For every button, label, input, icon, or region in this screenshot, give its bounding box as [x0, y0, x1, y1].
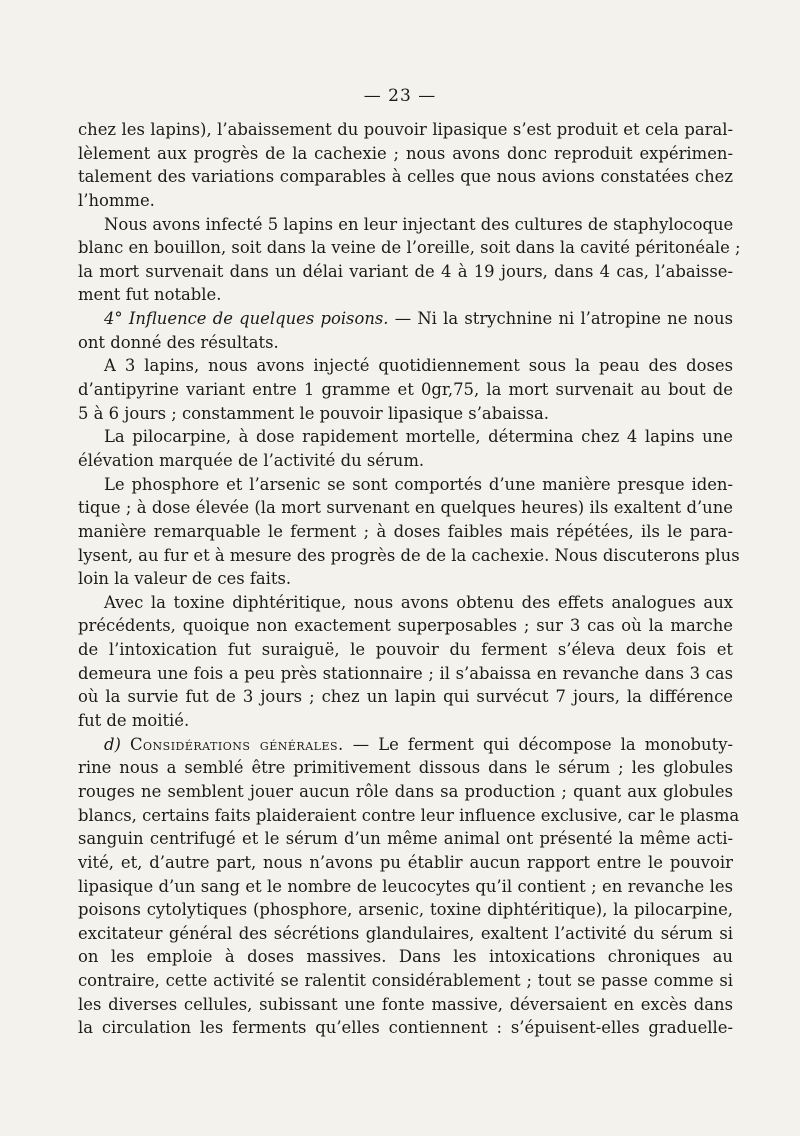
text-line: la mort survenait dans un délai variant de 4 à 19 jours, dans 4 cas, l’abaisse-: [78, 261, 733, 281]
paragraph: [78, 473, 740, 591]
section-heading-line: [78, 733, 733, 757]
text-line: rine nous a semblé être primitivement dissous dans le sérum ; les globules: [78, 758, 733, 778]
text-line: contraire, cette activité se ralentit considérablement ; tout se passe comme si: [78, 971, 733, 991]
text-line: manière remarquable le ferment ; à doses faibles mais répétées, ils le para-: [78, 521, 733, 541]
page-number: — 23 —: [363, 86, 437, 106]
text-line: d’antipyrine variant entre 1 gramme et 0gr,75, la mort survenait au bout de: [78, 380, 733, 400]
section-title: Influence de quelques poisons.: [128, 309, 389, 329]
text-run: — Le ferment qui décompose la monobuty-: [352, 734, 733, 754]
section-number: d): [104, 734, 121, 754]
text-line: lysent, au fur et à mesure des progrès de de la cachexie. Nous discuterons plus: [78, 545, 740, 565]
text-line: vité, et, d’autre part, nous n’avons pu établir aucun rapport entre le pouvoir: [78, 852, 733, 872]
text-line: lipasique d’un sang et le nombre de leucocytes qu’il contient ; en revanche les: [78, 876, 733, 896]
text-line: La pilocarpine, à dose rapidement mortelle, détermina chez 4 lapins une: [104, 427, 733, 447]
text-line: demeura une fois a peu près stationnaire ; il s’abaissa en revanche dans 3 cas: [78, 663, 733, 683]
text-line: loin la valeur de ces faits.: [78, 569, 292, 589]
text-line: l’homme.: [78, 190, 155, 210]
text-line: excitateur général des sécrétions glandulaires, exaltent l’activité du sérum si: [78, 923, 733, 943]
text-line: on les emploie à doses massives. Dans les intoxications chroniques au: [78, 947, 733, 967]
text-line: ont donné des résultats.: [78, 332, 279, 352]
text-line: blancs, certains faits plaideraient contre leur influence exclusive, car le plasma: [78, 805, 740, 825]
text-line: lèlement aux progrès de la cachexie ; nous avons donc reproduit expérimen-: [78, 143, 733, 163]
body-text: [78, 118, 741, 1040]
text-line: fut de moitié.: [78, 711, 190, 731]
text-line: la circulation les ferments qu’elles contiennent : s’épuisent-elles graduelle-: [78, 1018, 733, 1038]
text-line: talement des variations comparables à celles que nous avions constatées chez: [78, 167, 733, 187]
section-heading-line: [78, 307, 733, 331]
text-line: ment fut notable.: [78, 285, 222, 305]
text-line: poisons cytolytiques (phosphore, arsenic, toxine diphtéritique), la pilocarpine,: [78, 900, 733, 920]
text-line: tique ; à dose élevée (la mort survenant en quelques heures) ils exaltent d’une: [78, 498, 733, 518]
text-line: blanc en bouillon, soit dans la veine de l’oreille, soit dans la cavité péritonéale ;: [78, 238, 741, 258]
text-line: A 3 lapins, nous avons injecté quotidiennement sous la peau des doses: [104, 356, 733, 376]
text-line: Nous avons infecté 5 lapins en leur injectant des cultures de staphylocoque: [104, 214, 734, 234]
text-line: de l’intoxication fut suraiguë, le pouvoir du ferment s’éleva deux fois et: [78, 640, 733, 660]
text-line: où la survie fut de 3 jours ; chez un lapin qui survécut 7 jours, la différence: [78, 687, 733, 707]
text-line: élévation marquée de l’activité du sérum.: [78, 450, 425, 470]
section-number: 4°: [104, 309, 123, 329]
paragraph: [78, 307, 733, 354]
text-line: 5 à 6 jours ; constamment le pouvoir lipasique s’abaissa.: [78, 403, 550, 423]
text-line: sanguin centrifugé et le sérum d’un même animal ont présenté la même acti-: [78, 829, 733, 849]
paragraph: [78, 425, 733, 472]
paragraph: [78, 354, 733, 425]
text-run: — Ni la strychnine ni l’atropine ne nous: [394, 309, 734, 329]
text-line: Avec la toxine diphtéritique, nous avons obtenu des effets analogues aux: [104, 592, 733, 612]
paragraph: [78, 591, 733, 733]
text-line: Le phosphore et l’arsenic se sont comportés d’une manière presque iden-: [104, 474, 733, 494]
paragraph: [78, 733, 740, 1040]
paragraph: [78, 213, 741, 308]
text-line: rouges ne semblent jouer aucun rôle dans sa production ; quant aux globules: [78, 781, 733, 801]
paragraph: [78, 118, 733, 213]
section-title: Considérations générales.: [129, 734, 344, 754]
text-line: précédents, quoique non exactement superposables ; sur 3 cas où la marche: [78, 616, 733, 636]
text-line: les diverses cellules, subissant une fonte massive, déversaient en excès dans: [78, 994, 733, 1014]
text-line: chez les lapins), l’abaissement du pouvoir lipasique s’est produit et cela paral-: [78, 120, 733, 139]
